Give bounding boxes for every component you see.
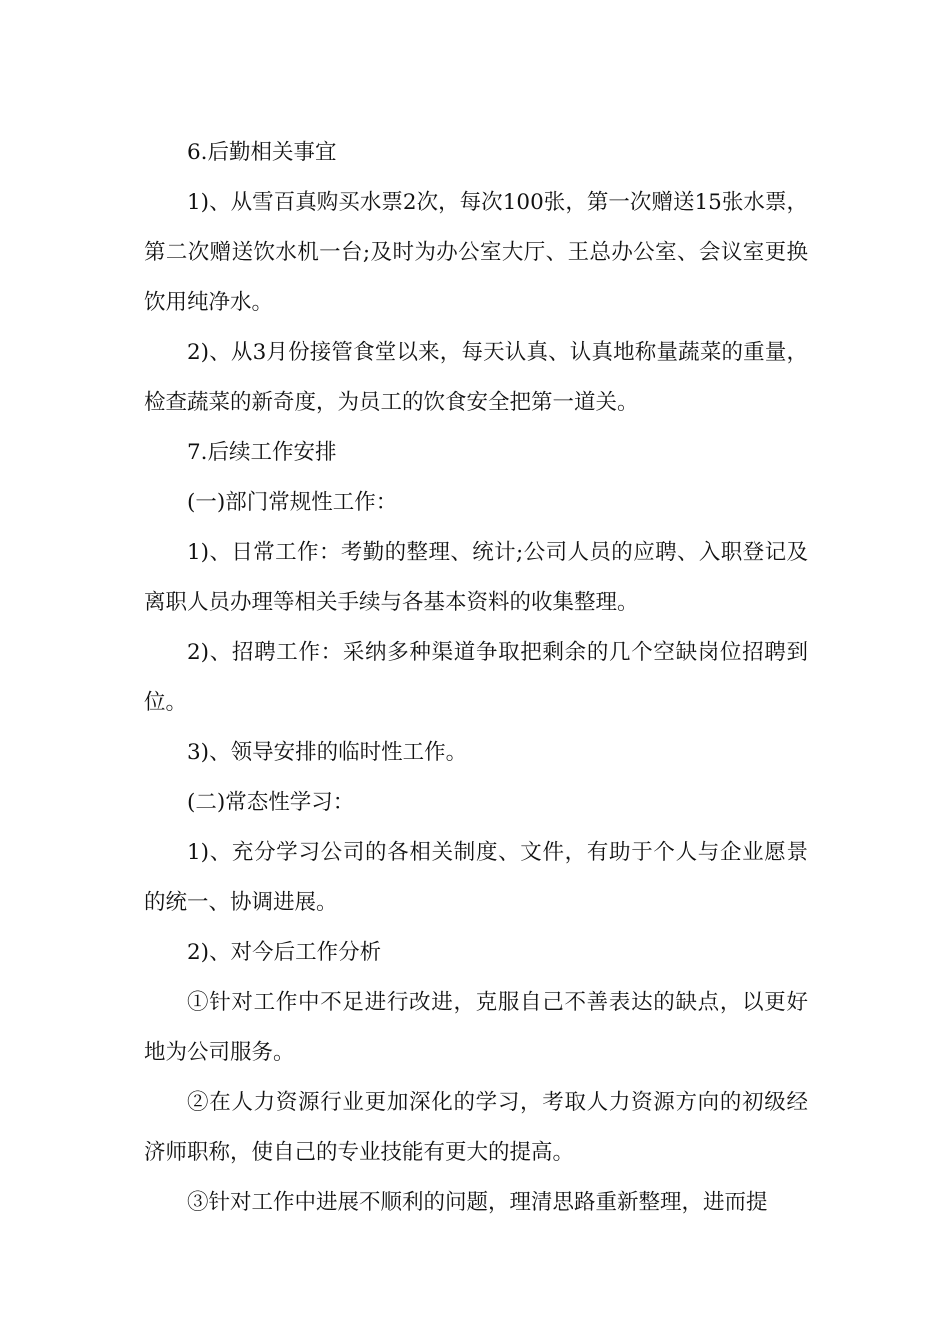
- paragraph-recruitment: 2)、招聘工作：采纳多种渠道争取把剩余的几个空缺岗位招聘到位。: [144, 640, 808, 715]
- section-heading-logistics: 6.后勤相关事宜: [187, 140, 337, 165]
- paragraph-improvement-3: ③针对工作中进展不顺利的问题，理清思路重新整理，进而提: [187, 1190, 768, 1215]
- section-heading-followup: 7.后续工作安排: [187, 440, 337, 465]
- paragraph-temporary-work: 3)、领导安排的临时性工作。: [187, 740, 468, 765]
- subheading-routine-work: (一)部门常规性工作：: [187, 490, 398, 515]
- paragraph-improvement-2: ②在人力资源行业更加深化的学习，考取人力资源方向的初级经济师职称，使自己的专业技能有更大的提高。: [144, 1090, 808, 1165]
- subheading-regular-learning: (二)常态性学习：: [187, 790, 355, 815]
- paragraph-water-tickets: 1)、从雪百真购买水票2次，每次100张，第一次赠送15张水票，第二次赠送饮水机一台;及时为办公室大厅、王总办公室、会议室更换饮用纯净水。: [144, 190, 808, 315]
- document-body: [144, 128, 808, 1228]
- paragraph-learn-policies: 1)、充分学习公司的各相关制度、文件，有助于个人与企业愿景的统一、协调进展。: [144, 840, 808, 915]
- paragraph-canteen: 2)、从3月份接管食堂以来，每天认真、认真地称量蔬菜的重量，检查蔬菜的新奇度，为员工的饮食安全把第一道关。: [144, 340, 808, 415]
- paragraph-improvement-1: ①针对工作中不足进行改进，克服自己不善表达的缺点，以更好地为公司服务。: [144, 990, 808, 1065]
- paragraph-daily-work: 1)、日常工作：考勤的整理、统计;公司人员的应聘、入职登记及离职人员办理等相关手续与各基本资料的收集整理。: [144, 540, 808, 615]
- paragraph-future-analysis: 2)、对今后工作分析: [187, 940, 382, 965]
